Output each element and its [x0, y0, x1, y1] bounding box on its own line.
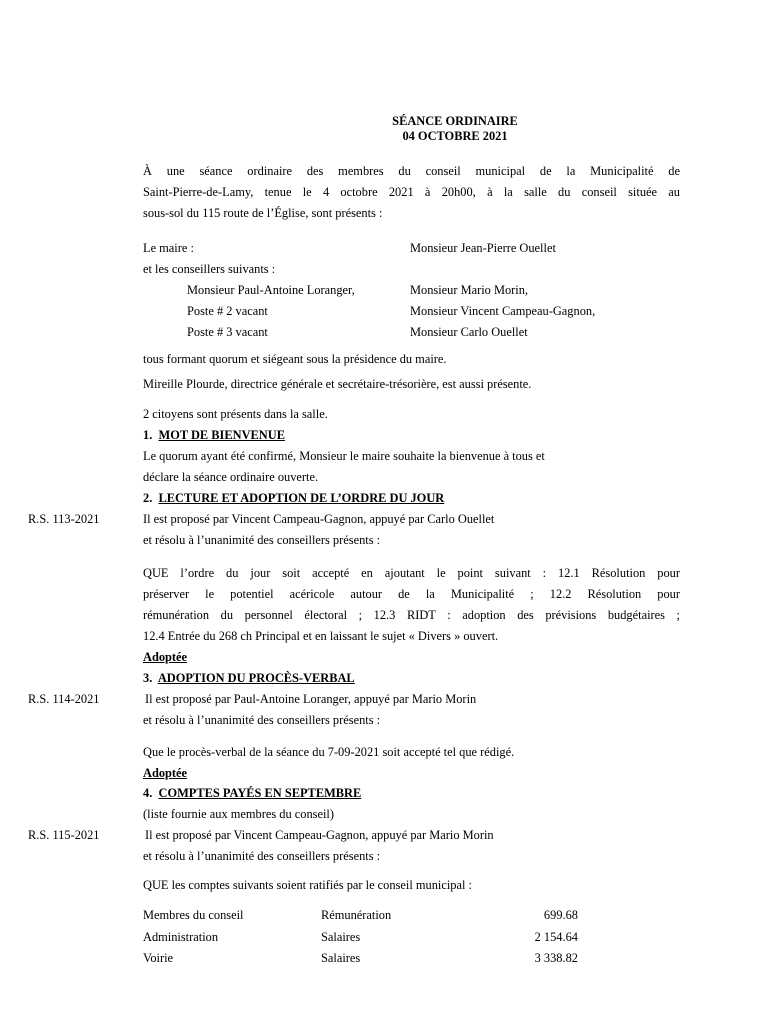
resolution-number: R.S. 115-2021 [28, 828, 100, 842]
resolved-text: et résolu à l’unanimité des conseillers présents : [143, 713, 381, 727]
section-title: MOT DE BIENVENUE [158, 428, 285, 442]
intro-line-3: sous-sol du 115 route de l’Église, sont présents : [143, 206, 383, 220]
councillor-right: Monsieur Carlo Ouellet [410, 325, 528, 339]
section-number: 3. [143, 671, 153, 685]
account-type: Rémunération [321, 908, 392, 922]
proposed-text: Il est proposé par Vincent Campeau-Gagnon, appuyé par Carlo Ouellet [143, 512, 495, 526]
proposed-text: Il est proposé par Vincent Campeau-Gagnon, appuyé par Mario Morin [145, 828, 494, 842]
mayor-label: Le maire : [143, 241, 194, 255]
resolution-body: Que le procès-verbal de la séance du 7-09-2021 soit accepté tel que rédigé. [143, 745, 515, 759]
adopted-label: Adoptée [143, 650, 188, 664]
resolution-body-line: préserver le potentiel acéricole autour de la Municipalité ; 12.2 Résolution pour [143, 587, 680, 601]
councillors-label: et les conseillers suivants : [143, 262, 276, 276]
director-text: Mireille Plourde, directrice générale et secrétaire-trésorière, est aussi présente. [143, 377, 532, 391]
section-text-line: déclare la séance ordinaire ouverte. [143, 470, 319, 484]
councillor-left: Poste # 3 vacant [187, 325, 268, 339]
section-number: 2. [143, 491, 153, 505]
councillor-left: Monsieur Paul-Antoine Loranger, [187, 283, 355, 297]
mayor-name: Monsieur Jean-Pierre Ouellet [410, 241, 556, 255]
account-amount: 2 154.64 [534, 930, 578, 944]
councillor-right: Monsieur Vincent Campeau-Gagnon, [410, 304, 596, 318]
section-heading [143, 491, 444, 506]
section-heading [143, 428, 285, 443]
section-title: ADOPTION DU PROCÈS-VERBAL [157, 671, 355, 685]
section-note: (liste fournie aux membres du conseil) [143, 807, 334, 821]
account-type: Salaires [321, 930, 361, 944]
document-title: SÉANCE ORDINAIRE [392, 114, 518, 128]
citizens-text: 2 citoyens sont présents dans la salle. [143, 407, 328, 421]
intro-line-2: Saint-Pierre-de-Lamy, tenue le 4 octobre 2021 à 20h00, à la salle du conseil située au [143, 185, 680, 199]
account-dept: Administration [143, 930, 219, 944]
councillor-right: Monsieur Mario Morin, [410, 283, 529, 297]
quorum-text: tous formant quorum et siégeant sous la présidence du maire. [143, 352, 447, 366]
resolution-body-line: rémunération du personnel électoral ; 12.3 RIDT : adoption des prévisions budgétaires ; [143, 608, 680, 622]
resolved-text: et résolu à l’unanimité des conseillers présents : [143, 533, 381, 547]
section-number: 1. [143, 428, 153, 442]
resolution-number: R.S. 114-2021 [28, 692, 100, 706]
account-type: Salaires [321, 951, 361, 965]
section-number: 4. [143, 786, 153, 800]
document-date: 04 OCTOBRE 2021 [402, 129, 508, 143]
section-heading [143, 671, 355, 686]
section-heading [143, 786, 361, 801]
section-title: LECTURE ET ADOPTION DE L’ORDRE DU JOUR [158, 491, 445, 505]
account-dept: Voirie [143, 951, 174, 965]
section-title: COMPTES PAYÉS EN SEPTEMBRE [158, 786, 362, 800]
resolution-body-line: QUE l’ordre du jour soit accepté en ajoutant le point suivant : 12.1 Résolution pour [143, 566, 680, 580]
resolution-body-line: 12.4 Entrée du 268 ch Principal et en laissant le sujet « Divers » ouvert. [143, 629, 499, 643]
resolution-body: QUE les comptes suivants soient ratifiés par le conseil municipal : [143, 878, 472, 892]
adopted-label: Adoptée [143, 766, 188, 780]
account-amount: 3 338.82 [534, 951, 578, 965]
section-text-line: Le quorum ayant été confirmé, Monsieur le maire souhaite la bienvenue à tous et [143, 449, 545, 463]
proposed-text: Il est proposé par Paul-Antoine Loranger, appuyé par Mario Morin [145, 692, 477, 706]
resolution-number: R.S. 113-2021 [28, 512, 100, 526]
councillor-left: Poste # 2 vacant [187, 304, 268, 318]
account-amount: 699.68 [543, 908, 578, 922]
resolved-text: et résolu à l’unanimité des conseillers présents : [143, 849, 381, 863]
account-dept: Membres du conseil [143, 908, 244, 922]
intro-line-1: À une séance ordinaire des membres du conseil municipal de la Municipalité de [143, 164, 680, 178]
